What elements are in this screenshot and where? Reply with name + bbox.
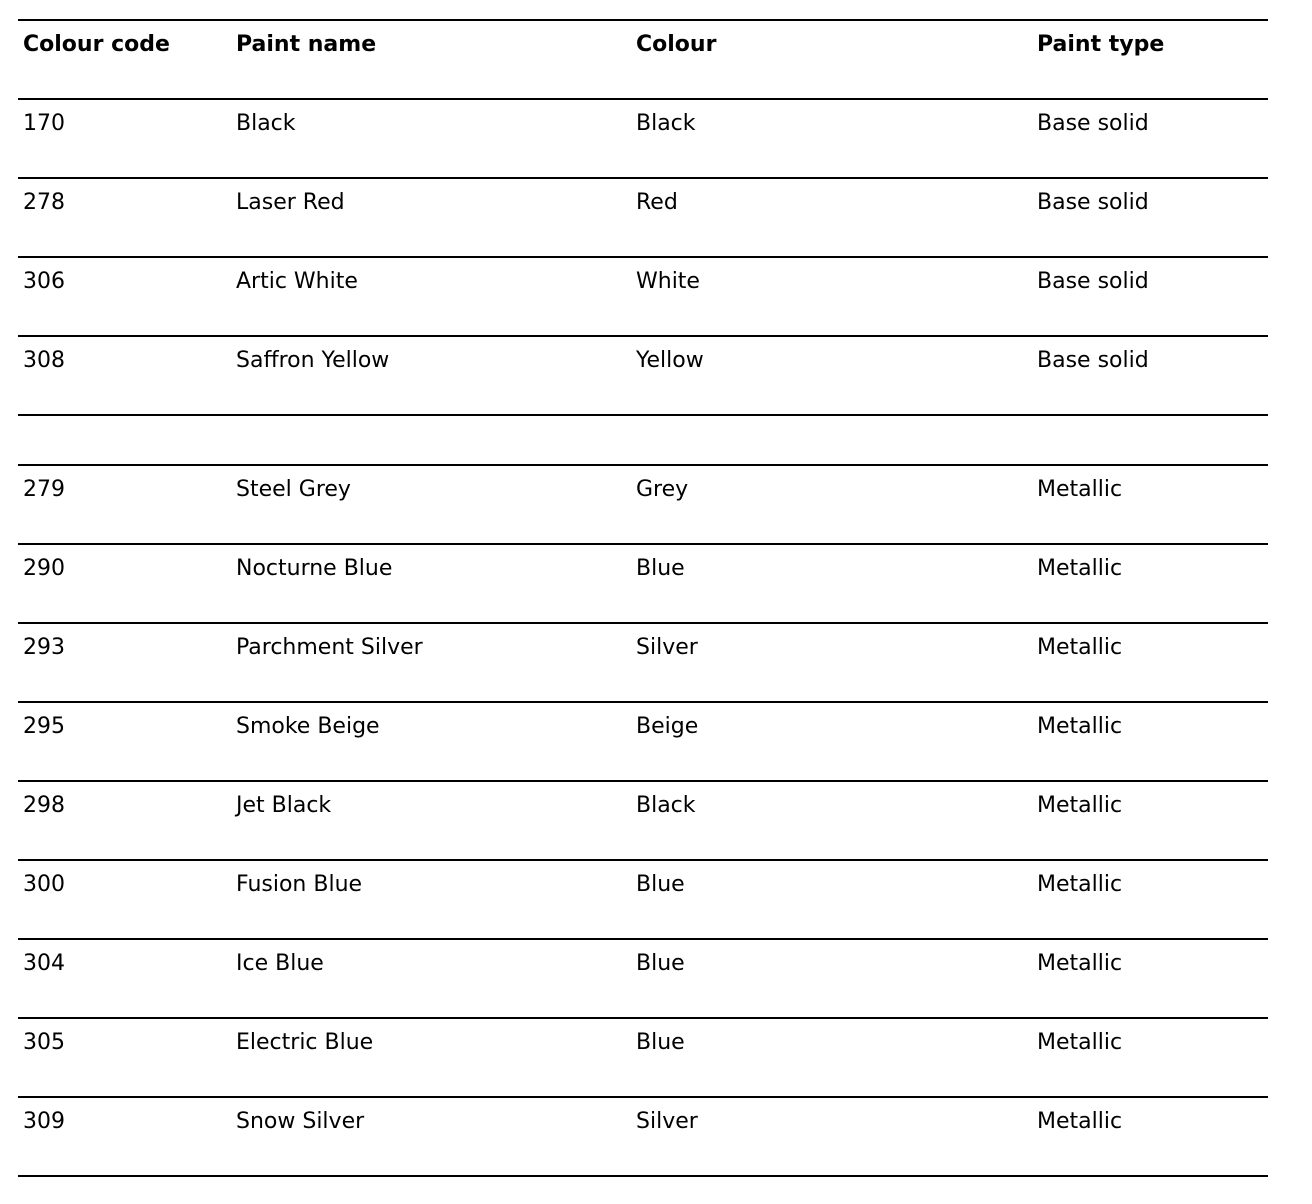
cell-colour-code: 170 (23, 111, 65, 136)
cell-paint-name: Artic White (236, 269, 358, 294)
cell-paint-name: Smoke Beige (236, 714, 380, 739)
table-row (18, 1096, 1268, 1175)
cell-paint-name: Black (236, 111, 296, 136)
cell-paint-name: Fusion Blue (236, 872, 363, 897)
table-row (18, 780, 1268, 859)
cell-paint-type: Base solid (1037, 111, 1149, 136)
cell-colour-code: 304 (23, 951, 65, 976)
cell-paint-type: Metallic (1037, 872, 1123, 897)
cell-colour-code: 290 (23, 556, 65, 581)
cell-colour-code: 309 (23, 1109, 65, 1134)
table-bottom-rule (18, 1175, 1268, 1177)
table-row (18, 177, 1268, 256)
cell-colour: Silver (636, 635, 698, 660)
cell-colour-code: 306 (23, 269, 65, 294)
header-paint-type: Paint type (1037, 32, 1165, 57)
table-row (18, 464, 1268, 543)
paint-colour-table (18, 19, 1268, 1177)
cell-colour: Blue (636, 556, 685, 581)
cell-paint-type: Metallic (1037, 1030, 1123, 1055)
cell-paint-name: Laser Red (236, 190, 345, 215)
cell-colour: Beige (636, 714, 699, 739)
cell-paint-name: Nocturne Blue (236, 556, 393, 581)
cell-colour-code: 300 (23, 872, 65, 897)
cell-colour: Red (636, 190, 678, 215)
table-row (18, 622, 1268, 701)
cell-colour: Blue (636, 951, 685, 976)
cell-paint-type: Base solid (1037, 348, 1149, 373)
header-colour: Colour (636, 32, 717, 57)
cell-paint-name: Snow Silver (236, 1109, 365, 1134)
table-row (18, 859, 1268, 938)
cell-paint-type: Metallic (1037, 951, 1123, 976)
table-row (18, 543, 1268, 622)
cell-colour: Blue (636, 1030, 685, 1055)
table-row (18, 701, 1268, 780)
cell-paint-name: Electric Blue (236, 1030, 374, 1055)
table-row (18, 256, 1268, 335)
cell-colour-code: 308 (23, 348, 65, 373)
cell-colour: Silver (636, 1109, 698, 1134)
cell-colour: Blue (636, 872, 685, 897)
cell-colour-code: 298 (23, 793, 65, 818)
table-row (18, 1017, 1268, 1096)
cell-colour-code: 278 (23, 190, 65, 215)
cell-paint-type: Metallic (1037, 556, 1123, 581)
cell-colour-code: 305 (23, 1030, 65, 1055)
cell-paint-type: Metallic (1037, 714, 1123, 739)
table-header-row (18, 19, 1268, 98)
cell-colour-code: 295 (23, 714, 65, 739)
cell-paint-name: Parchment Silver (236, 635, 423, 660)
cell-colour-code: 279 (23, 477, 65, 502)
cell-colour-code: 293 (23, 635, 65, 660)
header-paint-name: Paint name (236, 32, 377, 57)
header-colour-code: Colour code (23, 32, 170, 57)
cell-paint-name: Steel Grey (236, 477, 351, 502)
cell-paint-type: Base solid (1037, 190, 1149, 215)
cell-colour: Black (636, 111, 696, 136)
cell-paint-type: Metallic (1037, 635, 1123, 660)
table-row (18, 938, 1268, 1017)
cell-paint-name: Ice Blue (236, 951, 324, 976)
cell-colour: Yellow (636, 348, 704, 373)
cell-colour: Grey (636, 477, 689, 502)
cell-paint-type: Base solid (1037, 269, 1149, 294)
cell-paint-type: Metallic (1037, 477, 1123, 502)
cell-colour: White (636, 269, 700, 294)
cell-paint-type: Metallic (1037, 793, 1123, 818)
table-row (18, 335, 1268, 414)
table-spacer-row (18, 414, 1268, 464)
cell-paint-type: Metallic (1037, 1109, 1123, 1134)
cell-paint-name: Jet Black (236, 793, 332, 818)
cell-colour: Black (636, 793, 696, 818)
cell-paint-name: Saffron Yellow (236, 348, 390, 373)
table-row (18, 98, 1268, 177)
